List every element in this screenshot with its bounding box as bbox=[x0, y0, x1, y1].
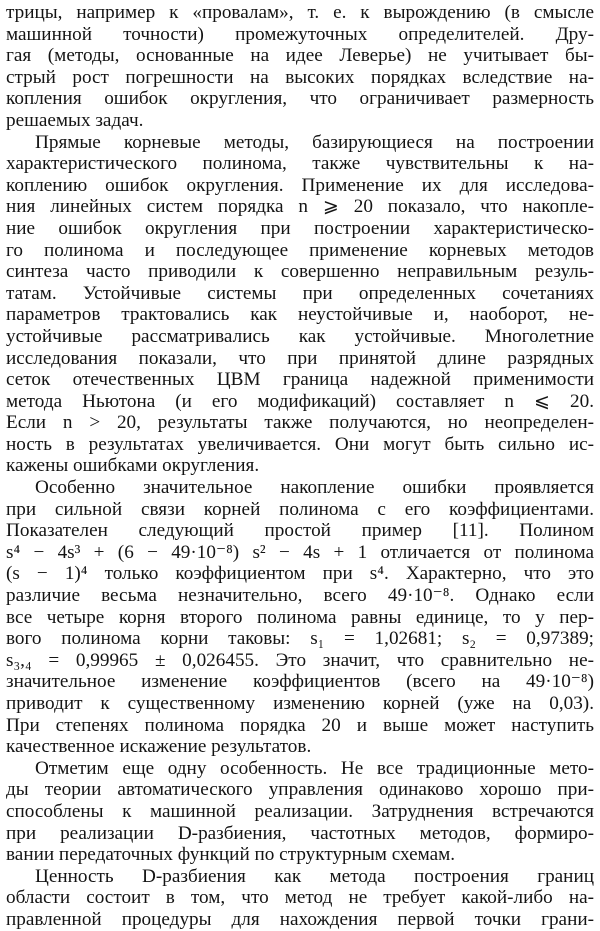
text-line: способлены к машинной реализации. Затруднения встречаются bbox=[6, 800, 594, 822]
paragraph bbox=[6, 866, 594, 931]
text-line: метода Ньютона (и его модификаций) составляет n ⩽ 20. bbox=[6, 390, 594, 412]
text-line: области состоит в том, что метод не требует какой-либо на- bbox=[6, 887, 594, 909]
text-line: Прямые корневые методы, базирующиеся на построении bbox=[35, 131, 594, 153]
text-line: s⁴ − 4s³ + (6 − 49·10⁻⁸) s² − 4s + 1 отличается от полинома bbox=[6, 541, 594, 563]
text-line: гая (методы, основанные на идее Леверье) не учитывает бы- bbox=[6, 45, 594, 67]
text-line: вании передаточных функций по структурным схемам. bbox=[6, 844, 456, 866]
text-line: Особенно значительное накопление ошибки проявляется bbox=[35, 477, 594, 499]
text-line: стрый рост погрешности на высоких порядках вследствие на- bbox=[6, 66, 594, 88]
text-line: го полинома и последующее применение корневых методов bbox=[6, 239, 594, 261]
paragraph bbox=[6, 132, 594, 478]
text-line: (s − 1)⁴ только коэффициентом при s⁴. Характерно, что это bbox=[6, 563, 594, 585]
text-line: трицы, например к «провалам», т. е. к вырождению (в смысле bbox=[6, 2, 594, 23]
text-line: синтеза часто приводили к совершенно неправильным резуль- bbox=[6, 261, 594, 283]
text-line: все четыре корня второго полинома равны единице, то у пер- bbox=[6, 606, 594, 628]
text-line: ность в результатах увеличивается. Они могут быть сильно ис- bbox=[6, 433, 594, 455]
text-line: различие весьма незначительно, всего 49·10⁻⁸. Однако если bbox=[6, 585, 594, 607]
text-line: при сильной связи корней полинома с его коэффициентами. bbox=[6, 498, 594, 520]
text-line: решаемых задач. bbox=[6, 109, 144, 131]
text-line: копления ошибок округления, что ограничивает размерность bbox=[6, 88, 594, 110]
text-line: исследования показали, что при принятой длине разрядных bbox=[6, 347, 594, 369]
text-line: Показателен следующий простой пример [11]. Полином bbox=[6, 520, 594, 542]
text-line: при реализации D-разбиения, частотных методов, формиро- bbox=[6, 822, 594, 844]
text-line: характеристического полинома, также чувствительны к на- bbox=[6, 153, 594, 175]
text-line: машинной точности) промежуточных определителей. Дру- bbox=[6, 23, 594, 45]
text-line: приводит к существенному изменению корней (уже на 0,03). bbox=[6, 693, 594, 714]
text-line: параметров трактовались как неустойчивые и, наоборот, не- bbox=[6, 304, 594, 326]
paragraph bbox=[6, 477, 594, 758]
paragraph bbox=[6, 2, 594, 132]
text-line: Отметим еще одну особенность. Не все традиционные мето- bbox=[35, 757, 594, 779]
page-text-body bbox=[6, 2, 594, 931]
text-line: вого полинома корни таковы: s₁ = 1,02681; s₂ = 0,97389; bbox=[6, 628, 594, 650]
text-line: устойчивые рассматривались как устойчивые. Многолетние bbox=[6, 325, 594, 347]
text-line: При степенях полинома порядка 20 и выше может наступить bbox=[6, 714, 594, 736]
text-line: кажены ошибками округления. bbox=[6, 455, 260, 477]
paragraph bbox=[6, 758, 594, 866]
text-line: татам. Устойчивые системы при определенных сочетаниях bbox=[6, 282, 594, 304]
text-line: качественное искажение результатов. bbox=[6, 736, 312, 758]
text-line: Если n > 20, результаты также получаются, но неопределен- bbox=[6, 412, 594, 434]
text-line: ния линейных систем порядка n ⩾ 20 показало, что накопле- bbox=[6, 196, 594, 218]
text-line: коплению ошибок округления. Применение их для исследова- bbox=[6, 174, 594, 196]
text-line: Ценность D-разбиения как метода построения границ bbox=[35, 865, 594, 887]
text-line: сеток отечественных ЦВМ граница надежной применимости bbox=[6, 369, 594, 391]
text-line: ние ошибок округления при построении характеристическо- bbox=[6, 217, 594, 239]
text-line: s₃,₄ = 0,99965 ± 0,026455. Это значит, что сравнительно не- bbox=[6, 649, 594, 671]
text-line: правленной процедуры для нахождения первой точки грани- bbox=[6, 908, 594, 930]
text-line: ды теории автоматического управления одинаково хорошо при- bbox=[6, 779, 594, 801]
text-line: значительное изменение коэффициентов (всего на 49·10⁻⁸) bbox=[6, 671, 594, 693]
